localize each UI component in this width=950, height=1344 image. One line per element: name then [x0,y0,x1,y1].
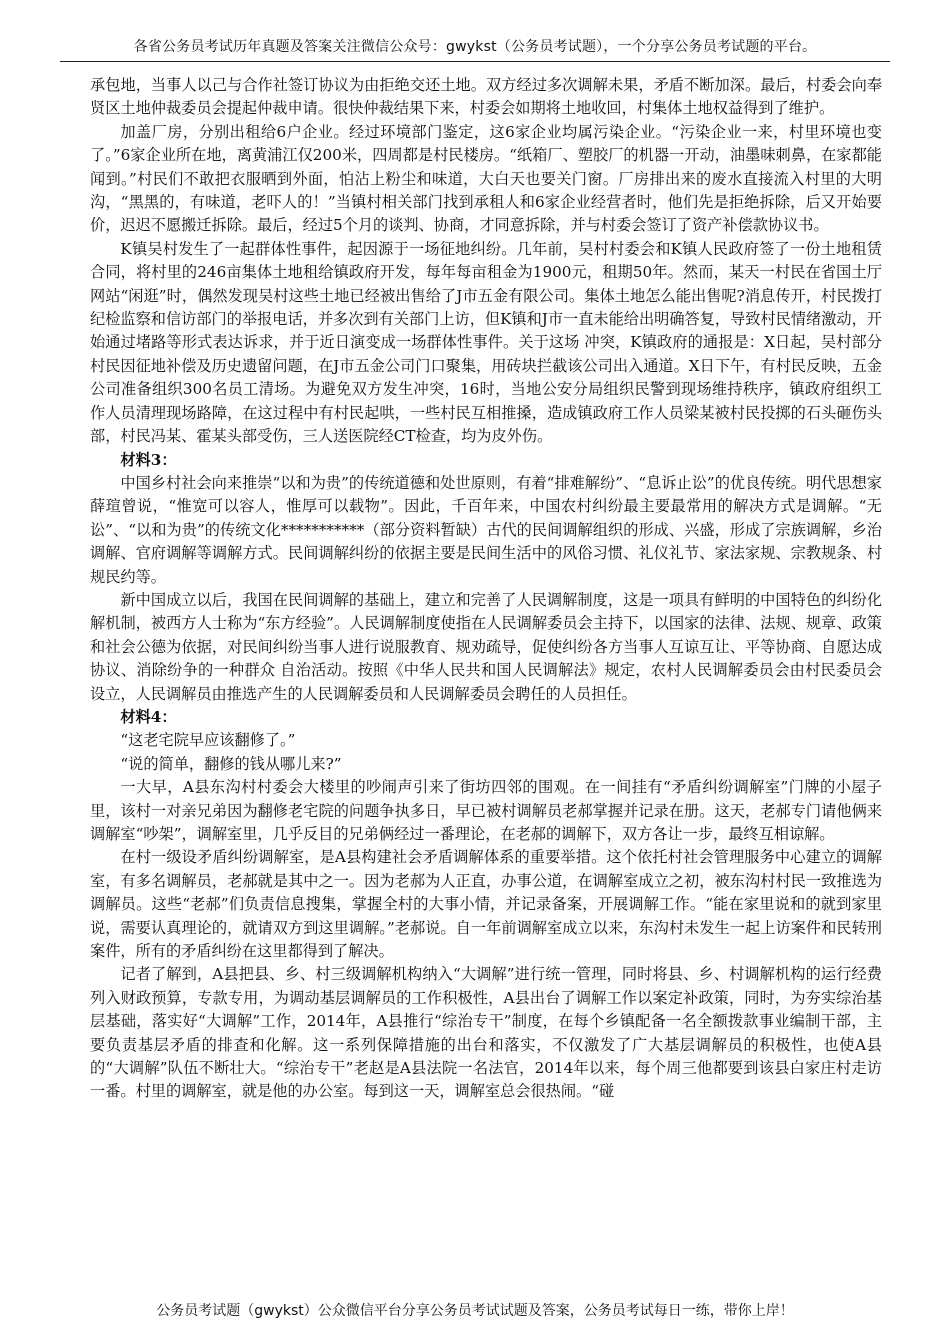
document-body [90,74,882,1104]
page-footer: 公务员考试题（gwykst）公众微信平台分享公务员考试试题及答案，公务员考试每日一练，带你上岸！ [156,1303,794,1319]
section-heading-material-4: 材料4： [120,707,177,726]
quote-line-1: “这老宅院早应该翻修了。” [120,731,296,750]
paragraph-factory-pollution: 加盖厂房，分别出租给6户企业。经过环境部门鉴定，这6家企业均属污染企业。“污染企业一来，村里环境也变了。”6家企业所在地，离黄浦江仅200米，四周都是村民楼房。“纸箱厂、塑胶厂的机器一开动，油墨味刺鼻，在家都能闻到。”村民们不敢把衣服晒到外面，怕沾上粉尘和味道，大白天也要关门窗。厂房排出来的废水直接流入村里的大明沟，“黑黑的，有味道，老吓人的！”当镇村相关部门找到承租人和6家企业经营者时，他们先是拒绝拆除，后又开始要价，迟迟不愿搬迁拆除。最后，经过5个月的谈判、协商，才同意拆除，并与村委会签订了资产补偿款协议书。 [90,122,882,235]
page-header: 各省公务员考试历年真题及答案关注微信公众号：gwykst（公务员考试题），一个分享公务员考试题的平台。 [60,36,890,62]
paragraph-people-mediation-system: 新中国成立以后，我国在民间调解的基础上，建立和完善了人民调解制度，这是一项具有鲜明的中国特色的纠纷化解机制，被西方人士称为“东方经验”。人民调解制度使指在人民调解委员会主持下，以国家的法律、法规、规章、政策和社会公德为依据，对民间纠纷当事人进行说服教育、规劝疏导，促使纠纷各方当事人互谅互让、平等协商、自愿达成协议、消除纷争的一种群众 自治活动。按照《中华人民共和国人民调解法》规定，农村人民调解委员会由村民委员会设立，人民调解员由推选产生的人民调解委员和人民调解委员会聘任的人员担任。 [90,590,882,703]
paragraph-traditional-mediation: 中国乡村社会向来推崇“以和为贵”的传统道德和处世原则，有着“排难解纷”、“息诉止讼”的优良传统。明代思想家薛瑄曾说，“惟宽可以容人，惟厚可以载物”。因此，千百年来，中国农村纠纷最主要最常用的解决方式是调解。“无讼”、“以和为贵”的传统文化***********（部分资料暂缺）古代的民间调解组织的形成、兴盛，形成了宗族调解，乡治调解、官府调解等调解方式。民间调解纠纷的依据主要是民间生活中的风俗习惯、礼仪礼节、家法家规、宗教规条、村规民约等。 [90,473,882,586]
section-heading-material-3: 材料3： [120,450,177,469]
paragraph-mediation-room: 一大早，A县东沟村村委会大楼里的吵闹声引来了街坊四邻的围观。在一间挂有“矛盾纠纷调解室”门牌的小屋子里，该村一对亲兄弟因为翻修老宅院的问题争执多日，早已被村调解员老郝掌握并记录在册。这天，老郝专门请他俩来调解室“吵架”，调解室里，几乎反目的兄弟俩经过一番理论，在老郝的调解下，双方各让一步，最终互相谅解。 [90,778,882,843]
paragraph-grand-mediation: 记者了解到，A县把县、乡、村三级调解机构纳入“大调解”进行统一管理，同时将县、乡、村调解机构的运行经费列入财政预算，专款专用，为调动基层调解员的工作积极性，A县出台了调解工作以案定补政策，同时，为夯实综治基层基础，落实好“大调解”工作，2014年，A县推行“综治专干”制度，在每个乡镇配备一名全额拨款事业编制干部，主要负责基层矛盾的排查和化解。这一系列保障措施的出台和落实，不仅激发了广大基层调解员的积极性，也使A县的“大调解”队伍不断壮大。“综治专干”老赵是A县法院一名法官，2014年以来，每个周三他都要到该县白家庄村走访一番。村里的调解室，就是他的办公室。每到这一天，调解室总会很热闹。“碰 [90,965,882,1101]
quote-line-2: “说的简单，翻修的钱从哪儿来?” [120,754,342,773]
paragraph-k-town-incident: K镇吴村发生了一起群体性事件，起因源于一场征地纠纷。几年前，吴村村委会和K镇人民政府签了一份土地租赁合同，将村里的246亩集体土地租给镇政府开发，每年每亩租金为1900元，租期50年。然而，某天一村民在省国土厅网站“闲逛”时，偶然发现吴村这些土地已经被出售给了J市五金有限公司。集体土地怎么能出售呢?消息传开，村民拨打纪检监察和信访部门的举报电话，并多次到有关部门上访，但K镇和J市一直未能给出明确答复，导致村民情绪激动，开始通过堵路等形式表达诉求，并于近日演变成一场群体性事件。关于这场 冲突，K镇政府的通报是：X日起，吴村部分村民因征地补偿及历史遗留问题，在J市五金公司门口聚集，用砖块拦截该公司出入通道。X日下午，有村民反映，五金公司准备组织300名员工清场。为避免双方发生冲突，16时，当地公安分局组织民警到现场维持秩序，镇政府组织工作人员清理现场路障，在这过程中有村民起哄，一些村民互相推搡，造成镇政府工作人员梁某被村民投掷的石头砸伤头部，村民冯某、霍某头部受伤，三人送医院经CT检查，均为皮外伤。 [90,239,882,446]
paragraph-village-mediation: 在村一级设矛盾纠纷调解室，是A县构建社会矛盾调解体系的重要举措。这个依托村社会管理服务中心建立的调解室，有多名调解员，老郝就是其中之一。因为老郝为人正直，办事公道，在调解室成立之初，被东沟村村民一致推选为调解员。这些“老郝”们负责信息搜集，掌握全村的大事小情，并记录备案，开展调解工作。“能在家里说和的就到家里说，需要认真理论的，就请双方到这里调解。”老郝说。自一年前调解室成立以来，东沟村未发生一起上访案件和民转刑案件，所有的矛盾纠纷在这里都得到了解决。 [90,848,882,961]
paragraph-continued: 承包地，当事人以己与合作社签订协议为由拒绝交还土地。双方经过多次调解未果，矛盾不断加深。最后，村委会向奉贤区土地仲裁委员会提起仲裁申请。很快仲裁结果下来，村委会如期将土地收回，村集体土地权益得到了维护。 [90,76,882,118]
